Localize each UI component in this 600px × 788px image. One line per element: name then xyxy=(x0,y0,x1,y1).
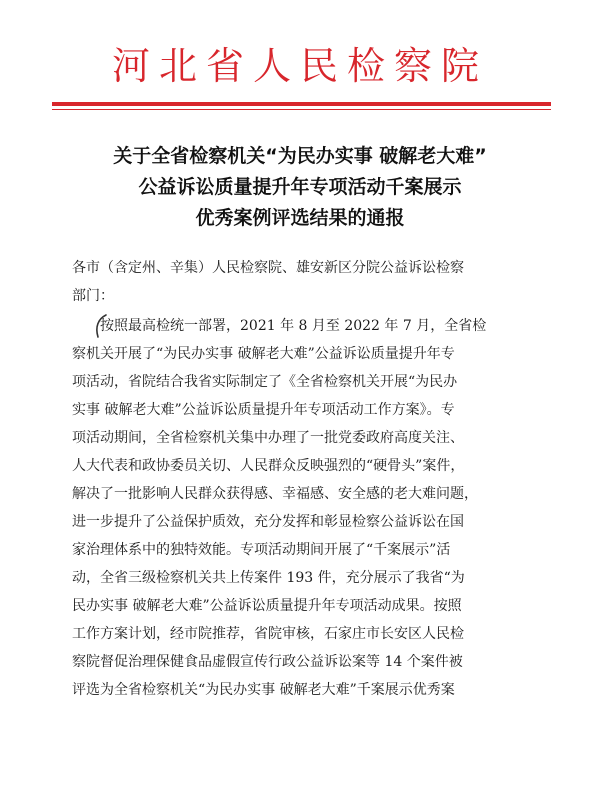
paragraph-line: 动，全省三级检察机关共上传案件 193 件，充分展示了我省“为 xyxy=(72,570,465,586)
paragraph-line: 进一步提升了公益保护质效，充分发挥和彰显检察公益诉讼在国 xyxy=(72,514,464,530)
paragraph-line: 评选为全省检察机关“为民办实事 破解老大难”千案展示优秀案 xyxy=(72,682,455,698)
title-line: 关于全省检察机关“为民办实事 破解老大难” xyxy=(113,145,487,167)
paragraph-line: 家治理体系中的独特效能。专项活动期间开展了“千案展示”活 xyxy=(72,542,451,558)
paragraph-line: 察院督促治理保健食品虚假宣传行政公益诉讼案等 14 个案件被 xyxy=(72,654,463,670)
header-org-name: 河北省人民检察院 xyxy=(111,44,488,88)
paragraph-line: 察机关开展了“为民办实事 破解老大难”公益诉讼质量提升年专 xyxy=(72,346,455,362)
paragraph-line: 民办实事 破解老大难”公益诉讼质量提升年专项活动成果。按照 xyxy=(72,598,462,614)
paragraph-line: 解决了一批影响人民群众获得感、幸福感、安全感的老大难问题， xyxy=(72,486,478,502)
title-line: 优秀案例评选结果的通报 xyxy=(195,207,405,229)
salutation-line: 各市（含定州、辛集）人民检察院、雄安新区分院公益诉讼检察 xyxy=(72,260,464,276)
title-line: 公益诉讼质量提升年专项活动千案展示 xyxy=(138,176,462,198)
paragraph-line: 人大代表和政协委员关切、人民群众反映强烈的“硬骨头”案件， xyxy=(72,458,465,474)
paragraph-line: 项活动期间，全省检察机关集中办理了一批党委政府高度关注、 xyxy=(72,430,464,446)
paragraph-line: 项活动，省院结合我省实际制定了《全省检察机关开展“为民办 xyxy=(72,374,458,390)
document-title xyxy=(40,141,560,234)
header-rule-thick xyxy=(52,102,551,106)
salutation-line: 部门： xyxy=(72,288,114,304)
paragraph-line: 按照最高检统一部署，2021 年 8 月至 2022 年 7 月，全省检 xyxy=(100,318,487,334)
paragraph-line: 工作方案计划，经市院推荐，省院审核，石家庄市长安区人民检 xyxy=(72,626,464,642)
paragraph-line: 实事 破解老大难”公益诉讼质量提升年专项活动工作方案》。专 xyxy=(72,402,455,418)
header-rule-thin xyxy=(52,109,551,110)
body-paragraph xyxy=(72,312,538,704)
salutation xyxy=(72,254,538,310)
